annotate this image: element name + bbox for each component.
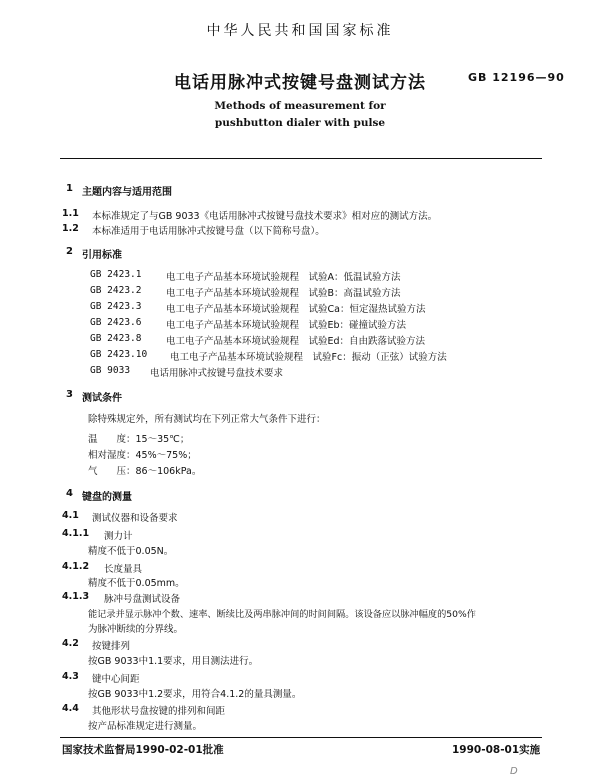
clause-4-1-1-number: 4.1.1 xyxy=(62,528,90,539)
reference-title: 电话用脉冲式按键号盘技术要求 xyxy=(150,368,284,379)
reference-code: GB 2423.1 xyxy=(90,269,142,280)
condition-temperature: 温 度：15～35℃； xyxy=(88,434,190,445)
section-4-heading: 键盘的测量 xyxy=(82,492,132,503)
section-3-heading: 测试条件 xyxy=(82,393,122,404)
english-title-line2: pushbutton dialer with pulse xyxy=(214,117,386,129)
clause-4-1-1-text: 测力计 xyxy=(104,531,133,542)
clause-4-1-2-body: 精度不低于0.05mm。 xyxy=(88,578,185,589)
reference-title: 电工电子产品基本环境试验规程 试验Ca：恒定湿热试验方法 xyxy=(166,304,426,315)
document-title: 电话用脉冲式按键号盘测试方法 xyxy=(174,73,426,93)
clause-4-1-3-text: 脉冲号盘测试设备 xyxy=(104,594,181,605)
reference-title: 电工电子产品基本环境试验规程 试验Fc：振动（正弦）试验方法 xyxy=(170,352,447,363)
standard-header: 中华人民共和国国家标准 xyxy=(206,23,394,39)
clause-4-4-number: 4.4 xyxy=(62,703,79,714)
clause-4-3-text: 键中心间距 xyxy=(92,674,140,685)
clause-4-1-text: 测试仪器和设备要求 xyxy=(92,513,178,524)
footer-divider xyxy=(60,737,542,738)
clause-4-1-3-body-line2: 为脉冲断续的分界线。 xyxy=(88,624,184,635)
clause-4-2-number: 4.2 xyxy=(62,638,79,649)
clause-4-3-number: 4.3 xyxy=(62,671,79,682)
english-title xyxy=(0,98,600,132)
test-conditions-intro: 除特殊规定外，所有测试均在下列正常大气条件下进行： xyxy=(88,414,326,425)
approval-date: 国家技术监督局1990-02-01批准 xyxy=(62,744,224,756)
reference-code: GB 2423.8 xyxy=(90,333,142,344)
section-2-heading: 引用标准 xyxy=(82,250,122,261)
section-1-heading: 主题内容与适用范围 xyxy=(82,187,172,198)
clause-1-1-text: 本标准规定了与GB 9033《电话用脉冲式按键号盘技术要求》相对应的测试方法。 xyxy=(92,211,438,222)
header-divider xyxy=(60,158,542,159)
section-1-number: 1 xyxy=(66,183,73,194)
reference-code: GB 9033 xyxy=(90,365,131,376)
clause-4-1-number: 4.1 xyxy=(62,510,79,521)
standard-code: GB 12196—90 xyxy=(468,71,565,84)
clause-4-1-3-number: 4.1.3 xyxy=(62,591,90,602)
clause-4-4-body: 按产品标准规定进行测量。 xyxy=(88,721,203,732)
reference-code: GB 2423.10 xyxy=(90,349,148,360)
section-4-number: 4 xyxy=(66,488,73,499)
reference-title: 电工电子产品基本环境试验规程 试验Ed：自由跌落试验方法 xyxy=(166,336,426,347)
clause-4-3-body: 按GB 9033中1.2要求，用符合4.1.2的量具测量。 xyxy=(88,689,302,700)
page-mark: D xyxy=(510,766,518,777)
reference-title: 电工电子产品基本环境试验规程 试验A：低温试验方法 xyxy=(166,272,401,283)
clause-4-1-1-body: 精度不低于0.05N。 xyxy=(88,546,174,557)
clause-1-1-number: 1.1 xyxy=(62,208,79,219)
clause-1-2-number: 1.2 xyxy=(62,223,79,234)
section-3-number: 3 xyxy=(66,389,73,400)
condition-humidity: 相对湿度：45%～75%； xyxy=(88,450,197,461)
clause-4-1-2-number: 4.1.2 xyxy=(62,561,90,572)
reference-code: GB 2423.6 xyxy=(90,317,142,328)
reference-title: 电工电子产品基本环境试验规程 试验B：高温试验方法 xyxy=(166,288,401,299)
clause-4-1-3-body-line1: 能记录并显示脉冲个数、速率、断续比及两串脉冲间的时间间隔。该设备应以脉冲幅度的50%作 xyxy=(88,609,476,620)
clause-1-2-text: 本标准适用于电话用脉冲式按键号盘（以下简称号盘）。 xyxy=(92,226,325,237)
clause-4-2-body: 按GB 9033中1.1要求，用目测法进行。 xyxy=(88,656,259,667)
reference-title: 电工电子产品基本环境试验规程 试验Eb：碰撞试验方法 xyxy=(166,320,407,331)
clause-4-4-text: 其他形状号盘按键的排列和间距 xyxy=(92,706,226,717)
reference-code: GB 2423.2 xyxy=(90,285,142,296)
condition-pressure: 气 压：86～106kPa。 xyxy=(88,466,202,477)
english-title-line1: Methods of measurement for xyxy=(214,100,386,112)
effective-date: 1990-08-01实施 xyxy=(452,744,541,756)
clause-4-1-2-text: 长度量具 xyxy=(104,564,143,575)
reference-code: GB 2423.3 xyxy=(90,301,142,312)
clause-4-2-text: 按键排列 xyxy=(92,641,131,652)
section-2-number: 2 xyxy=(66,246,73,257)
